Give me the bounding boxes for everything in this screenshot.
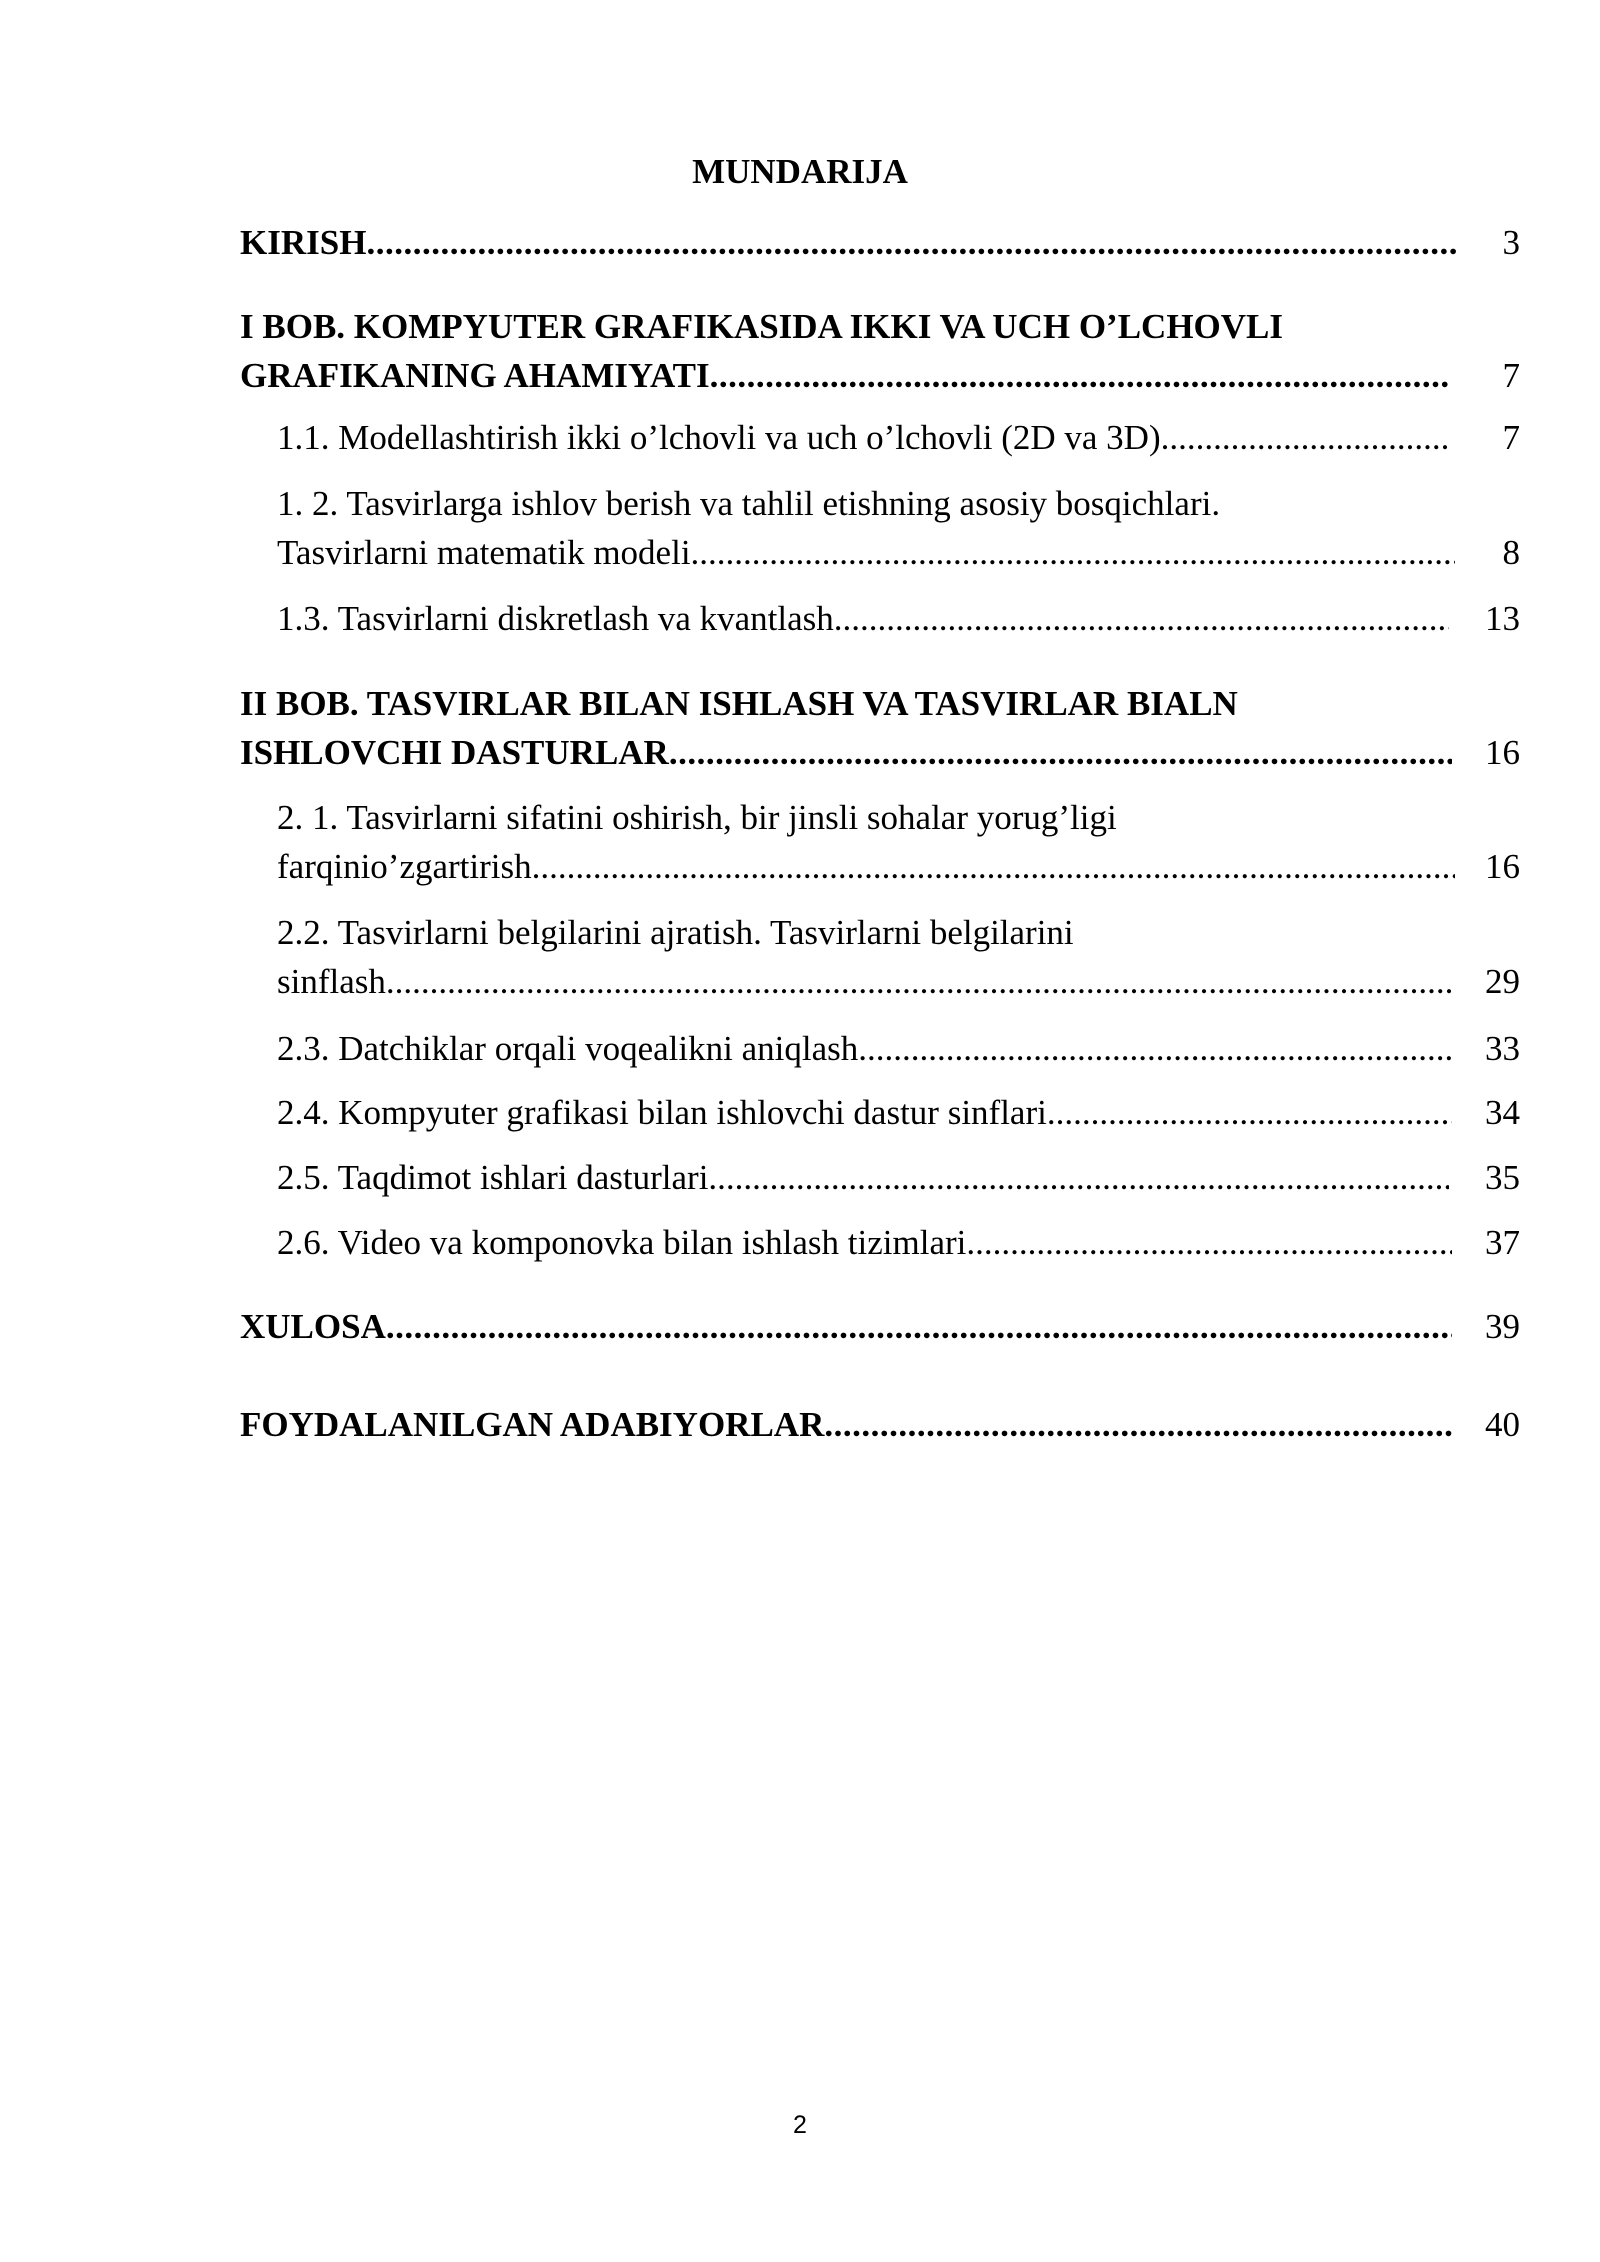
toc-entry-chapter-1 <box>240 302 1520 400</box>
toc-entry-text: farqinio’zgartirish <box>277 847 532 886</box>
leader-dots <box>708 1153 1449 1202</box>
toc-entry-1-2 <box>277 479 1520 577</box>
leader-dots <box>1047 1088 1452 1137</box>
toc-page-number: 35 <box>1485 1158 1520 1197</box>
toc-entry-references <box>240 1400 1520 1449</box>
toc-page-number: 7 <box>1502 418 1520 457</box>
toc-entry-text: 2.4. Kompyuter grafikasi bilan ishlovchi dastur sinflari <box>277 1093 1047 1132</box>
toc-page-number: 34 <box>1485 1093 1520 1132</box>
toc-entry-text: sinflash <box>277 962 386 1001</box>
toc-page-number: 13 <box>1485 599 1520 638</box>
toc-entry-2-5 <box>277 1153 1520 1202</box>
leader-dots <box>386 957 1455 1006</box>
toc-entry-2-6 <box>277 1218 1520 1267</box>
page-number: 2 <box>793 2111 807 2139</box>
toc-entry-xulosa <box>240 1302 1520 1351</box>
toc-entry-text: KIRISH <box>240 223 367 262</box>
toc-page-number: 39 <box>1485 1307 1520 1346</box>
toc-entry-text: ISHLOVCHI DASTURLAR <box>240 733 669 772</box>
leader-dots <box>966 1218 1452 1267</box>
toc-entry-text: I BOB. KOMPYUTER GRAFIKASIDA IKKI VA UCH O’LCHOVLI <box>240 307 1284 346</box>
toc-entry-text: 1. 2. Tasvirlarga ishlov berish va tahlil etishning asosiy bosqichlari. <box>277 484 1221 523</box>
toc-page-number: 8 <box>1502 533 1520 572</box>
toc-entry-1-3 <box>277 594 1520 643</box>
toc-entry-text: 2.2. Tasvirlarni belgilarini ajratish. Tasvirlarni belgilarini <box>277 913 1074 952</box>
toc-entry-text: II BOB. TASVIRLAR BILAN ISHLASH VA TASVIRLAR BIALN <box>240 684 1238 723</box>
toc-page-number: 16 <box>1485 847 1520 886</box>
leader-dots <box>858 1024 1455 1073</box>
leader-dots <box>1161 413 1450 462</box>
toc-entry-2-1 <box>277 793 1520 891</box>
toc-page-number: 29 <box>1485 962 1520 1001</box>
toc-entry-text: GRAFIKANING AHAMIYATI <box>240 356 710 395</box>
toc-entry-text: 2.5. Taqdimot ishlari dasturlari <box>277 1158 709 1197</box>
leader-dots <box>691 528 1455 577</box>
leader-dots <box>366 218 1456 267</box>
toc-page-number: 3 <box>1502 223 1520 262</box>
toc-page-number: 16 <box>1485 733 1520 772</box>
toc-entry-text: 2. 1. Tasvirlarni sifatini oshirish, bir jinsli sohalar yorug’ligi <box>277 798 1117 837</box>
toc-entry-2-2 <box>277 908 1520 1006</box>
toc-entry-text: 2.6. Video va komponovka bilan ishlash tizimlari <box>277 1223 967 1262</box>
toc-page-number: 7 <box>1502 356 1520 395</box>
toc-entry-text: FOYDALANILGAN ADABIYORLAR <box>240 1405 825 1444</box>
toc-entry-text: 1.1. Modellashtirish ikki o’lchovli va uch o’lchovli (2D va 3D) <box>277 418 1161 457</box>
leader-dots <box>834 594 1449 643</box>
toc-entry-text: Tasvirlarni matematik modeli <box>277 533 691 572</box>
toc-entry-2-4 <box>277 1088 1520 1137</box>
toc-title: MUNDARIJA <box>692 152 908 191</box>
leader-dots <box>532 842 1455 891</box>
toc-page-number: 40 <box>1485 1405 1520 1444</box>
leader-dots <box>710 351 1450 400</box>
toc-entry-text: 2.3. Datchiklar orqali voqealikni aniqlash <box>277 1029 859 1068</box>
leader-dots <box>824 1400 1452 1449</box>
toc-entry-text: XULOSA <box>240 1307 386 1346</box>
toc-entry-2-3 <box>277 1024 1520 1073</box>
toc-entry-text: 1.3. Tasvirlarni diskretlash va kvantlash <box>277 599 834 638</box>
toc-entry-1-1 <box>277 413 1520 462</box>
toc-entry-chapter-2 <box>240 679 1520 777</box>
leader-dots <box>669 728 1452 777</box>
toc-page-number: 37 <box>1485 1223 1520 1262</box>
toc-entry-kirish <box>240 218 1520 267</box>
toc-page-number: 33 <box>1485 1029 1520 1068</box>
leader-dots <box>386 1302 1452 1351</box>
